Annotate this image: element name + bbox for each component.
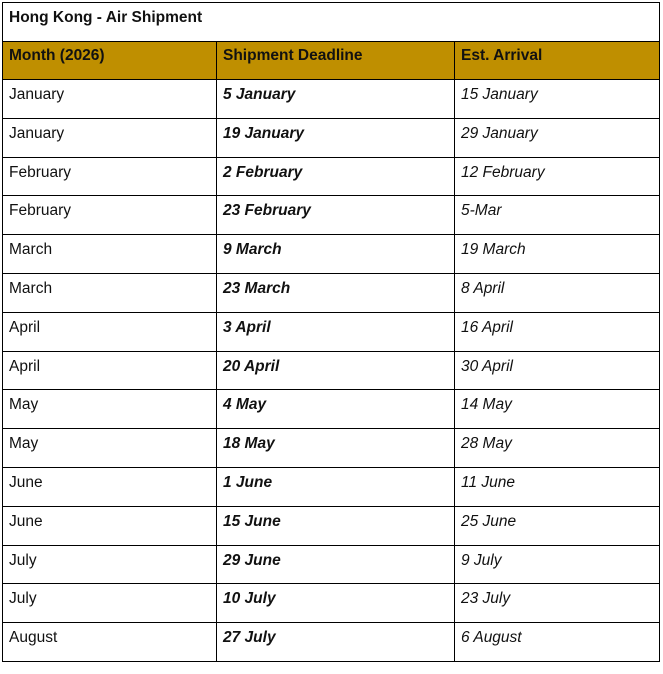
table-row: [3, 429, 660, 468]
title-row: [3, 3, 660, 42]
table-row: [3, 118, 660, 157]
header-row: [3, 42, 660, 80]
column-header-month: Month (2026): [3, 42, 217, 80]
month-cell: February: [3, 157, 217, 196]
table-row: [3, 235, 660, 274]
shipment-deadline-cell: 18 May: [217, 429, 455, 468]
month-cell: August: [3, 623, 217, 662]
est-arrival-cell: 5-Mar: [455, 196, 660, 235]
table-row: [3, 351, 660, 390]
shipment-deadline-cell: 1 June: [217, 467, 455, 506]
month-cell: May: [3, 390, 217, 429]
est-arrival-cell: 25 June: [455, 506, 660, 545]
est-arrival-cell: 16 April: [455, 312, 660, 351]
month-cell: April: [3, 312, 217, 351]
month-cell: January: [3, 118, 217, 157]
shipment-deadline-cell: 2 February: [217, 157, 455, 196]
shipment-deadline-cell: 3 April: [217, 312, 455, 351]
table-row: [3, 467, 660, 506]
shipment-deadline-cell: 5 January: [217, 80, 455, 119]
month-cell: June: [3, 467, 217, 506]
table-row: [3, 157, 660, 196]
month-cell: April: [3, 351, 217, 390]
est-arrival-cell: 29 January: [455, 118, 660, 157]
est-arrival-cell: 8 April: [455, 273, 660, 312]
est-arrival-cell: 23 July: [455, 584, 660, 623]
table-row: [3, 80, 660, 119]
shipment-deadline-cell: 20 April: [217, 351, 455, 390]
column-header-est-arrival: Est. Arrival: [455, 42, 660, 80]
month-cell: July: [3, 545, 217, 584]
month-cell: May: [3, 429, 217, 468]
est-arrival-cell: 30 April: [455, 351, 660, 390]
air-shipment-table: [2, 2, 660, 662]
table-title: Hong Kong - Air Shipment: [3, 3, 660, 42]
shipment-deadline-cell: 10 July: [217, 584, 455, 623]
table-row: [3, 623, 660, 662]
table-row: [3, 273, 660, 312]
shipment-deadline-cell: 15 June: [217, 506, 455, 545]
table-row: [3, 390, 660, 429]
est-arrival-cell: 19 March: [455, 235, 660, 274]
table-row: [3, 196, 660, 235]
est-arrival-cell: 9 July: [455, 545, 660, 584]
month-cell: January: [3, 80, 217, 119]
est-arrival-cell: 12 February: [455, 157, 660, 196]
est-arrival-cell: 15 January: [455, 80, 660, 119]
table-row: [3, 506, 660, 545]
shipment-deadline-cell: 19 January: [217, 118, 455, 157]
shipment-deadline-cell: 23 February: [217, 196, 455, 235]
est-arrival-cell: 28 May: [455, 429, 660, 468]
shipment-deadline-cell: 9 March: [217, 235, 455, 274]
est-arrival-cell: 11 June: [455, 467, 660, 506]
table-row: [3, 312, 660, 351]
month-cell: July: [3, 584, 217, 623]
est-arrival-cell: 6 August: [455, 623, 660, 662]
shipment-deadline-cell: 27 July: [217, 623, 455, 662]
table-row: [3, 584, 660, 623]
shipment-deadline-cell: 4 May: [217, 390, 455, 429]
month-cell: June: [3, 506, 217, 545]
est-arrival-cell: 14 May: [455, 390, 660, 429]
column-header-shipment-deadline: Shipment Deadline: [217, 42, 455, 80]
shipment-deadline-cell: 29 June: [217, 545, 455, 584]
month-cell: March: [3, 273, 217, 312]
month-cell: March: [3, 235, 217, 274]
shipment-deadline-cell: 23 March: [217, 273, 455, 312]
table-row: [3, 545, 660, 584]
month-cell: February: [3, 196, 217, 235]
